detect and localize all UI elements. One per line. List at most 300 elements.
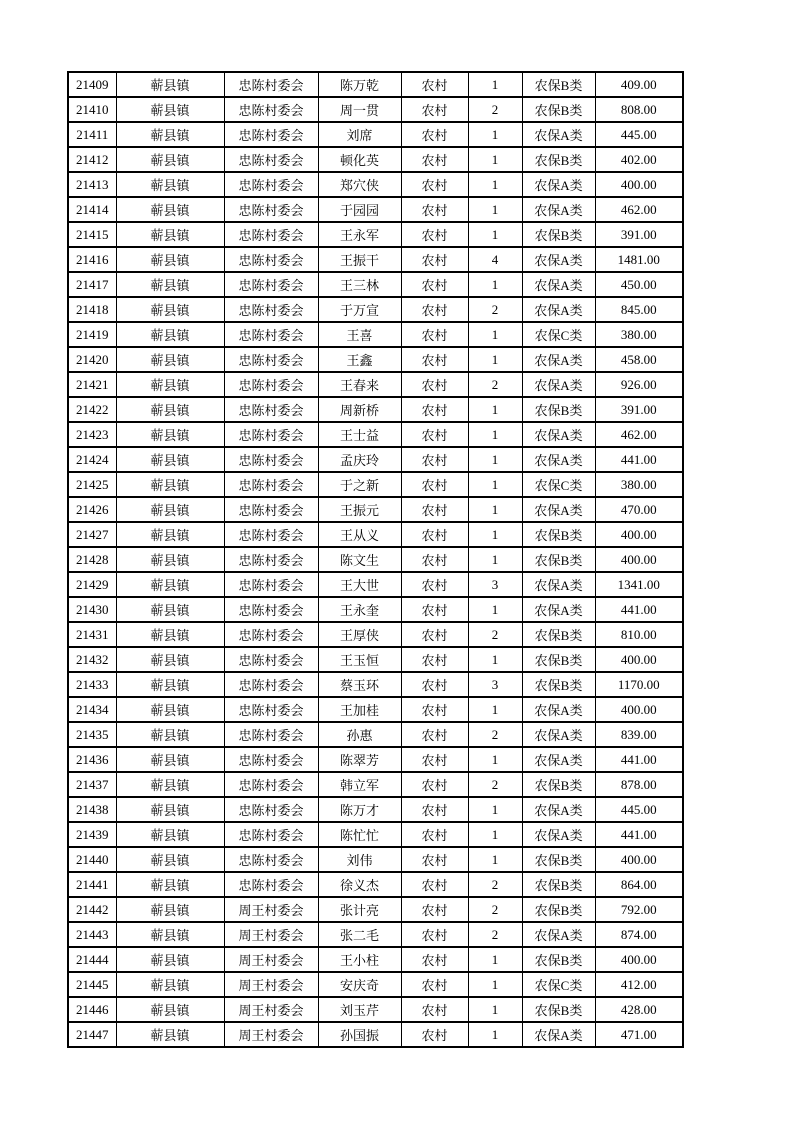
cell-residence-type: 农村 xyxy=(401,622,468,647)
cell-record-id: 21445 xyxy=(68,972,116,997)
cell-person-name: 刘席 xyxy=(318,122,401,147)
cell-village-committee: 忠陈村委会 xyxy=(224,747,318,772)
cell-town: 蕲县镇 xyxy=(116,72,224,97)
table-row xyxy=(68,847,683,872)
cell-person-count: 1 xyxy=(468,197,522,222)
cell-residence-type: 农村 xyxy=(401,422,468,447)
table-row xyxy=(68,647,683,672)
table-row xyxy=(68,747,683,772)
cell-record-id: 21428 xyxy=(68,547,116,572)
cell-village-committee: 忠陈村委会 xyxy=(224,822,318,847)
cell-residence-type: 农村 xyxy=(401,872,468,897)
cell-record-id: 21426 xyxy=(68,497,116,522)
cell-insurance-category: 农保A类 xyxy=(522,822,595,847)
table-row xyxy=(68,122,683,147)
cell-insurance-category: 农保B类 xyxy=(522,997,595,1022)
cell-person-name: 陈文生 xyxy=(318,547,401,572)
cell-amount: 400.00 xyxy=(595,947,683,972)
cell-record-id: 21442 xyxy=(68,897,116,922)
cell-town: 蕲县镇 xyxy=(116,472,224,497)
cell-village-committee: 忠陈村委会 xyxy=(224,497,318,522)
cell-insurance-category: 农保A类 xyxy=(522,697,595,722)
cell-amount: 792.00 xyxy=(595,897,683,922)
cell-insurance-category: 农保B类 xyxy=(522,847,595,872)
cell-person-count: 4 xyxy=(468,247,522,272)
cell-village-committee: 忠陈村委会 xyxy=(224,347,318,372)
cell-person-name: 韩立军 xyxy=(318,772,401,797)
cell-town: 蕲县镇 xyxy=(116,222,224,247)
cell-insurance-category: 农保A类 xyxy=(522,747,595,772)
cell-insurance-category: 农保A类 xyxy=(522,297,595,322)
cell-person-name: 王加桂 xyxy=(318,697,401,722)
cell-town: 蕲县镇 xyxy=(116,97,224,122)
cell-residence-type: 农村 xyxy=(401,222,468,247)
cell-amount: 400.00 xyxy=(595,547,683,572)
cell-record-id: 21417 xyxy=(68,272,116,297)
cell-amount: 441.00 xyxy=(595,447,683,472)
cell-insurance-category: 农保A类 xyxy=(522,372,595,397)
cell-village-committee: 忠陈村委会 xyxy=(224,72,318,97)
cell-insurance-category: 农保A类 xyxy=(522,597,595,622)
cell-amount: 402.00 xyxy=(595,147,683,172)
cell-record-id: 21434 xyxy=(68,697,116,722)
cell-insurance-category: 农保B类 xyxy=(522,622,595,647)
cell-residence-type: 农村 xyxy=(401,747,468,772)
cell-insurance-category: 农保B类 xyxy=(522,97,595,122)
cell-person-name: 陈万乾 xyxy=(318,72,401,97)
cell-insurance-category: 农保C类 xyxy=(522,322,595,347)
cell-person-count: 1 xyxy=(468,822,522,847)
cell-person-count: 2 xyxy=(468,897,522,922)
table-row xyxy=(68,422,683,447)
cell-person-name: 顿化英 xyxy=(318,147,401,172)
cell-record-id: 21437 xyxy=(68,772,116,797)
cell-amount: 1341.00 xyxy=(595,572,683,597)
cell-amount: 878.00 xyxy=(595,772,683,797)
cell-person-name: 刘伟 xyxy=(318,847,401,872)
cell-person-count: 1 xyxy=(468,397,522,422)
cell-insurance-category: 农保A类 xyxy=(522,722,595,747)
cell-residence-type: 农村 xyxy=(401,247,468,272)
table-row xyxy=(68,922,683,947)
cell-record-id: 21421 xyxy=(68,372,116,397)
cell-residence-type: 农村 xyxy=(401,822,468,847)
table-row xyxy=(68,322,683,347)
cell-insurance-category: 农保B类 xyxy=(522,897,595,922)
cell-residence-type: 农村 xyxy=(401,147,468,172)
cell-person-count: 1 xyxy=(468,222,522,247)
cell-village-committee: 忠陈村委会 xyxy=(224,547,318,572)
cell-record-id: 21410 xyxy=(68,97,116,122)
cell-village-committee: 周王村委会 xyxy=(224,972,318,997)
cell-amount: 409.00 xyxy=(595,72,683,97)
table-row xyxy=(68,97,683,122)
cell-residence-type: 农村 xyxy=(401,947,468,972)
cell-residence-type: 农村 xyxy=(401,772,468,797)
cell-insurance-category: 农保B类 xyxy=(522,72,595,97)
cell-residence-type: 农村 xyxy=(401,197,468,222)
cell-person-name: 王厚侠 xyxy=(318,622,401,647)
cell-village-committee: 忠陈村委会 xyxy=(224,572,318,597)
cell-record-id: 21409 xyxy=(68,72,116,97)
cell-person-name: 陈忙忙 xyxy=(318,822,401,847)
cell-village-committee: 忠陈村委会 xyxy=(224,247,318,272)
cell-residence-type: 农村 xyxy=(401,847,468,872)
cell-person-name: 王春来 xyxy=(318,372,401,397)
table-row xyxy=(68,522,683,547)
cell-record-id: 21412 xyxy=(68,147,116,172)
cell-village-committee: 周王村委会 xyxy=(224,947,318,972)
cell-village-committee: 忠陈村委会 xyxy=(224,522,318,547)
cell-person-count: 3 xyxy=(468,672,522,697)
cell-record-id: 21420 xyxy=(68,347,116,372)
cell-person-name: 孟庆玲 xyxy=(318,447,401,472)
cell-insurance-category: 农保B类 xyxy=(522,222,595,247)
cell-insurance-category: 农保B类 xyxy=(522,147,595,172)
cell-residence-type: 农村 xyxy=(401,522,468,547)
cell-person-count: 2 xyxy=(468,372,522,397)
cell-record-id: 21438 xyxy=(68,797,116,822)
cell-insurance-category: 农保C类 xyxy=(522,472,595,497)
cell-village-committee: 忠陈村委会 xyxy=(224,597,318,622)
cell-person-count: 2 xyxy=(468,622,522,647)
cell-insurance-category: 农保A类 xyxy=(522,1022,595,1047)
cell-amount: 412.00 xyxy=(595,972,683,997)
table-row xyxy=(68,997,683,1022)
cell-record-id: 21429 xyxy=(68,572,116,597)
cell-record-id: 21424 xyxy=(68,447,116,472)
cell-amount: 428.00 xyxy=(595,997,683,1022)
cell-person-count: 1 xyxy=(468,947,522,972)
table-row xyxy=(68,597,683,622)
cell-person-name: 周一贯 xyxy=(318,97,401,122)
table-row xyxy=(68,472,683,497)
table-row xyxy=(68,197,683,222)
cell-amount: 445.00 xyxy=(595,122,683,147)
cell-residence-type: 农村 xyxy=(401,322,468,347)
cell-town: 蕲县镇 xyxy=(116,572,224,597)
cell-person-count: 1 xyxy=(468,972,522,997)
cell-village-committee: 忠陈村委会 xyxy=(224,697,318,722)
cell-village-committee: 忠陈村委会 xyxy=(224,197,318,222)
cell-insurance-category: 农保A类 xyxy=(522,447,595,472)
cell-amount: 400.00 xyxy=(595,697,683,722)
cell-record-id: 21416 xyxy=(68,247,116,272)
cell-residence-type: 农村 xyxy=(401,897,468,922)
cell-person-count: 1 xyxy=(468,847,522,872)
cell-record-id: 21439 xyxy=(68,822,116,847)
cell-person-name: 王三林 xyxy=(318,272,401,297)
cell-town: 蕲县镇 xyxy=(116,672,224,697)
cell-residence-type: 农村 xyxy=(401,597,468,622)
cell-record-id: 21432 xyxy=(68,647,116,672)
cell-village-committee: 忠陈村委会 xyxy=(224,447,318,472)
table-row xyxy=(68,297,683,322)
cell-person-count: 1 xyxy=(468,322,522,347)
table-row xyxy=(68,547,683,572)
cell-record-id: 21425 xyxy=(68,472,116,497)
cell-residence-type: 农村 xyxy=(401,272,468,297)
cell-person-count: 2 xyxy=(468,772,522,797)
cell-residence-type: 农村 xyxy=(401,672,468,697)
cell-amount: 810.00 xyxy=(595,622,683,647)
cell-insurance-category: 农保B类 xyxy=(522,872,595,897)
cell-village-committee: 忠陈村委会 xyxy=(224,672,318,697)
cell-record-id: 21436 xyxy=(68,747,116,772)
cell-person-name: 陈万才 xyxy=(318,797,401,822)
cell-insurance-category: 农保B类 xyxy=(522,397,595,422)
cell-town: 蕲县镇 xyxy=(116,197,224,222)
cell-record-id: 21414 xyxy=(68,197,116,222)
cell-residence-type: 农村 xyxy=(401,547,468,572)
cell-town: 蕲县镇 xyxy=(116,872,224,897)
cell-village-committee: 忠陈村委会 xyxy=(224,97,318,122)
cell-amount: 441.00 xyxy=(595,597,683,622)
cell-person-count: 1 xyxy=(468,497,522,522)
cell-record-id: 21433 xyxy=(68,672,116,697)
cell-person-name: 刘玉芹 xyxy=(318,997,401,1022)
pension-roster-table xyxy=(67,71,684,1048)
cell-village-committee: 忠陈村委会 xyxy=(224,422,318,447)
cell-village-committee: 忠陈村委会 xyxy=(224,147,318,172)
cell-residence-type: 农村 xyxy=(401,372,468,397)
table-row xyxy=(68,797,683,822)
cell-person-name: 于之新 xyxy=(318,472,401,497)
cell-person-name: 王大世 xyxy=(318,572,401,597)
cell-person-count: 1 xyxy=(468,797,522,822)
cell-person-count: 1 xyxy=(468,422,522,447)
cell-town: 蕲县镇 xyxy=(116,847,224,872)
cell-person-count: 2 xyxy=(468,97,522,122)
cell-record-id: 21444 xyxy=(68,947,116,972)
cell-person-count: 1 xyxy=(468,697,522,722)
cell-residence-type: 农村 xyxy=(401,647,468,672)
cell-town: 蕲县镇 xyxy=(116,172,224,197)
cell-insurance-category: 农保A类 xyxy=(522,122,595,147)
cell-person-count: 2 xyxy=(468,922,522,947)
cell-record-id: 21419 xyxy=(68,322,116,347)
table-row xyxy=(68,222,683,247)
cell-person-name: 安庆奇 xyxy=(318,972,401,997)
cell-town: 蕲县镇 xyxy=(116,747,224,772)
table-row xyxy=(68,272,683,297)
cell-town: 蕲县镇 xyxy=(116,947,224,972)
cell-amount: 1481.00 xyxy=(595,247,683,272)
cell-person-name: 于万宣 xyxy=(318,297,401,322)
cell-town: 蕲县镇 xyxy=(116,597,224,622)
cell-residence-type: 农村 xyxy=(401,172,468,197)
cell-record-id: 21411 xyxy=(68,122,116,147)
cell-town: 蕲县镇 xyxy=(116,397,224,422)
cell-amount: 400.00 xyxy=(595,847,683,872)
cell-person-count: 1 xyxy=(468,472,522,497)
cell-amount: 864.00 xyxy=(595,872,683,897)
cell-record-id: 21447 xyxy=(68,1022,116,1047)
cell-amount: 874.00 xyxy=(595,922,683,947)
cell-insurance-category: 农保A类 xyxy=(522,172,595,197)
table-row xyxy=(68,722,683,747)
cell-village-committee: 忠陈村委会 xyxy=(224,772,318,797)
table-row xyxy=(68,447,683,472)
cell-village-committee: 周王村委会 xyxy=(224,997,318,1022)
cell-amount: 380.00 xyxy=(595,472,683,497)
cell-insurance-category: 农保A类 xyxy=(522,497,595,522)
cell-person-count: 2 xyxy=(468,297,522,322)
cell-amount: 808.00 xyxy=(595,97,683,122)
cell-person-count: 1 xyxy=(468,747,522,772)
cell-person-count: 1 xyxy=(468,647,522,672)
cell-person-count: 1 xyxy=(468,172,522,197)
cell-town: 蕲县镇 xyxy=(116,697,224,722)
cell-person-count: 1 xyxy=(468,122,522,147)
cell-village-committee: 忠陈村委会 xyxy=(224,222,318,247)
cell-record-id: 21443 xyxy=(68,922,116,947)
cell-person-count: 2 xyxy=(468,872,522,897)
cell-insurance-category: 农保B类 xyxy=(522,522,595,547)
cell-residence-type: 农村 xyxy=(401,397,468,422)
cell-insurance-category: 农保B类 xyxy=(522,547,595,572)
cell-record-id: 21431 xyxy=(68,622,116,647)
cell-village-committee: 忠陈村委会 xyxy=(224,122,318,147)
cell-residence-type: 农村 xyxy=(401,1022,468,1047)
cell-person-count: 1 xyxy=(468,447,522,472)
cell-village-committee: 忠陈村委会 xyxy=(224,722,318,747)
cell-amount: 458.00 xyxy=(595,347,683,372)
cell-person-count: 1 xyxy=(468,997,522,1022)
cell-amount: 391.00 xyxy=(595,222,683,247)
cell-town: 蕲县镇 xyxy=(116,272,224,297)
cell-person-name: 王士益 xyxy=(318,422,401,447)
cell-person-count: 1 xyxy=(468,272,522,297)
cell-town: 蕲县镇 xyxy=(116,297,224,322)
cell-person-name: 王永奎 xyxy=(318,597,401,622)
cell-village-committee: 忠陈村委会 xyxy=(224,472,318,497)
cell-town: 蕲县镇 xyxy=(116,997,224,1022)
cell-town: 蕲县镇 xyxy=(116,247,224,272)
cell-insurance-category: 农保B类 xyxy=(522,947,595,972)
cell-person-count: 1 xyxy=(468,147,522,172)
cell-person-count: 1 xyxy=(468,347,522,372)
cell-residence-type: 农村 xyxy=(401,447,468,472)
table-row xyxy=(68,947,683,972)
cell-town: 蕲县镇 xyxy=(116,722,224,747)
cell-amount: 471.00 xyxy=(595,1022,683,1047)
table-row xyxy=(68,497,683,522)
cell-town: 蕲县镇 xyxy=(116,122,224,147)
table-row xyxy=(68,147,683,172)
cell-amount: 450.00 xyxy=(595,272,683,297)
cell-town: 蕲县镇 xyxy=(116,797,224,822)
cell-person-name: 徐义杰 xyxy=(318,872,401,897)
cell-person-name: 王从义 xyxy=(318,522,401,547)
cell-person-name: 王小柱 xyxy=(318,947,401,972)
cell-amount: 1170.00 xyxy=(595,672,683,697)
cell-person-name: 王振干 xyxy=(318,247,401,272)
table-row xyxy=(68,672,683,697)
cell-amount: 470.00 xyxy=(595,497,683,522)
cell-amount: 400.00 xyxy=(595,522,683,547)
cell-town: 蕲县镇 xyxy=(116,322,224,347)
cell-village-committee: 忠陈村委会 xyxy=(224,272,318,297)
cell-town: 蕲县镇 xyxy=(116,822,224,847)
cell-amount: 380.00 xyxy=(595,322,683,347)
cell-record-id: 21441 xyxy=(68,872,116,897)
cell-person-name: 张二毛 xyxy=(318,922,401,947)
cell-residence-type: 农村 xyxy=(401,472,468,497)
cell-residence-type: 农村 xyxy=(401,997,468,1022)
cell-town: 蕲县镇 xyxy=(116,147,224,172)
cell-person-name: 王玉恒 xyxy=(318,647,401,672)
cell-person-name: 陈翠芳 xyxy=(318,747,401,772)
cell-insurance-category: 农保A类 xyxy=(522,797,595,822)
cell-record-id: 21430 xyxy=(68,597,116,622)
cell-town: 蕲县镇 xyxy=(116,447,224,472)
cell-village-committee: 忠陈村委会 xyxy=(224,322,318,347)
cell-person-name: 王永军 xyxy=(318,222,401,247)
cell-town: 蕲县镇 xyxy=(116,1022,224,1047)
table-row xyxy=(68,972,683,997)
cell-residence-type: 农村 xyxy=(401,972,468,997)
table-row xyxy=(68,872,683,897)
cell-person-name: 王喜 xyxy=(318,322,401,347)
cell-town: 蕲县镇 xyxy=(116,622,224,647)
cell-person-count: 1 xyxy=(468,597,522,622)
cell-town: 蕲县镇 xyxy=(116,497,224,522)
cell-town: 蕲县镇 xyxy=(116,372,224,397)
table-row xyxy=(68,572,683,597)
cell-residence-type: 农村 xyxy=(401,697,468,722)
table-body xyxy=(68,72,683,1047)
cell-record-id: 21423 xyxy=(68,422,116,447)
cell-person-name: 于园园 xyxy=(318,197,401,222)
table-row xyxy=(68,172,683,197)
cell-village-committee: 周王村委会 xyxy=(224,922,318,947)
cell-town: 蕲县镇 xyxy=(116,772,224,797)
cell-insurance-category: 农保B类 xyxy=(522,772,595,797)
table-row xyxy=(68,622,683,647)
cell-person-name: 孙国振 xyxy=(318,1022,401,1047)
cell-town: 蕲县镇 xyxy=(116,897,224,922)
table-row xyxy=(68,822,683,847)
cell-insurance-category: 农保A类 xyxy=(522,572,595,597)
cell-residence-type: 农村 xyxy=(401,97,468,122)
cell-record-id: 21418 xyxy=(68,297,116,322)
cell-amount: 845.00 xyxy=(595,297,683,322)
table-row xyxy=(68,772,683,797)
cell-insurance-category: 农保A类 xyxy=(522,247,595,272)
cell-insurance-category: 农保A类 xyxy=(522,422,595,447)
table-row xyxy=(68,247,683,272)
cell-person-count: 1 xyxy=(468,547,522,572)
cell-town: 蕲县镇 xyxy=(116,522,224,547)
cell-person-name: 王振元 xyxy=(318,497,401,522)
cell-person-count: 2 xyxy=(468,722,522,747)
cell-residence-type: 农村 xyxy=(401,122,468,147)
cell-person-name: 王鑫 xyxy=(318,347,401,372)
table-row xyxy=(68,372,683,397)
cell-residence-type: 农村 xyxy=(401,922,468,947)
cell-amount: 445.00 xyxy=(595,797,683,822)
cell-village-committee: 忠陈村委会 xyxy=(224,397,318,422)
cell-amount: 400.00 xyxy=(595,172,683,197)
cell-record-id: 21422 xyxy=(68,397,116,422)
cell-town: 蕲县镇 xyxy=(116,347,224,372)
cell-town: 蕲县镇 xyxy=(116,422,224,447)
cell-residence-type: 农村 xyxy=(401,572,468,597)
table-row xyxy=(68,347,683,372)
cell-person-count: 3 xyxy=(468,572,522,597)
cell-amount: 441.00 xyxy=(595,822,683,847)
